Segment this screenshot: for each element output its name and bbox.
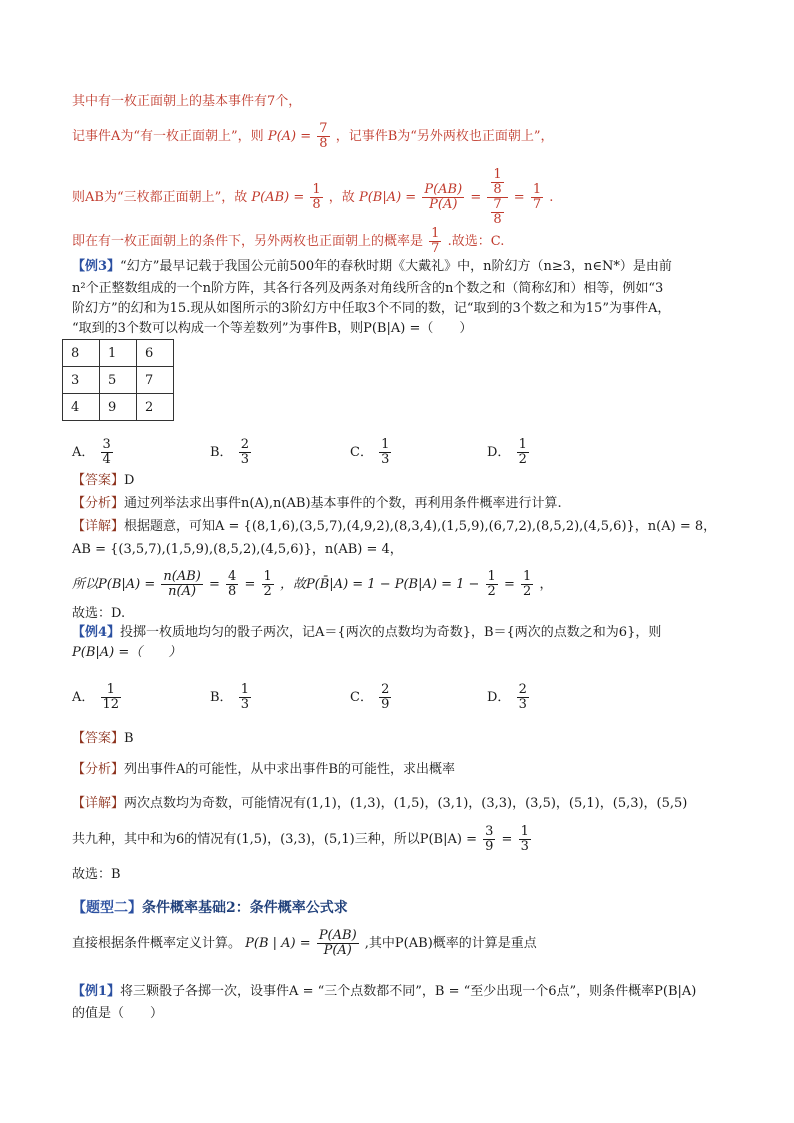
example-4-line-2: P(B|A) =（ ）: [72, 645, 182, 660]
fraction-1-7: [531, 183, 543, 212]
equals-sign: =: [244, 577, 256, 592]
fraction-nab-na: [161, 570, 202, 599]
numerator: 1: [493, 167, 502, 182]
option-c[interactable]: [350, 438, 393, 467]
numerator: 2: [518, 682, 527, 697]
grid-cell: 2: [137, 394, 174, 421]
numerator: 1: [518, 437, 527, 452]
answer-value: D: [124, 473, 135, 488]
numerator: 3: [102, 437, 111, 452]
option-label: A．: [72, 690, 95, 705]
section-2-heading: [72, 899, 348, 917]
denominator: 8: [312, 197, 321, 212]
text-segment: 共九种，其中和为6的情况有(1,5)，(3,3)，(5,1)三种，所以P(B|A) =: [72, 832, 477, 847]
option-label: C．: [350, 690, 373, 705]
numerator: 1: [240, 682, 249, 697]
numerator: 1: [532, 182, 542, 197]
numerator: 3: [485, 824, 494, 839]
numerator: 2: [240, 437, 249, 452]
grid-cell: 5: [100, 367, 137, 394]
denominator: n(A): [168, 584, 197, 599]
numerator: P(AB): [318, 928, 357, 943]
denominator: 3: [240, 697, 249, 712]
fraction-1-8-inner: [491, 168, 503, 197]
answer-4: [72, 730, 134, 748]
option-label: B．: [210, 690, 233, 705]
equals-sign: =: [470, 190, 482, 205]
formula-p-b-given-a: P(B|A) =: [358, 190, 417, 205]
numerator: n(AB): [163, 569, 201, 584]
denominator: 3: [381, 452, 390, 467]
fraction-pab-pa: [317, 929, 359, 958]
denominator: 3: [518, 697, 527, 712]
option-label: A．: [72, 445, 95, 460]
fraction-1-7: [429, 227, 441, 256]
grid-cell: 1: [100, 340, 137, 367]
text-segment: 记事件A为“有一枚正面朝上”，则: [72, 129, 264, 144]
text-segment: 投掷一枚质地均匀的骰子两次，记A＝{两次的点数均为奇数}，B＝{两次的点数之和为6}，则: [120, 625, 662, 640]
option-fraction: [239, 438, 251, 467]
detail-4-line-1: [72, 795, 687, 813]
option-fraction: [379, 438, 391, 467]
grid-cell: 3: [63, 367, 100, 394]
example-3-line-4: “取到的3个数可以构成一个等差数列”为事件B，则P(B|A) =（ ）: [72, 321, 473, 336]
analysis-3: [72, 495, 562, 513]
option-c[interactable]: [350, 683, 393, 712]
numerator: 7: [493, 197, 502, 212]
numerator: P(AB): [424, 182, 463, 197]
compound-fraction: [487, 168, 507, 227]
example-1-line-2: 的值是（ ）: [72, 1006, 164, 1021]
option-a[interactable]: [72, 438, 115, 467]
grid-cell: 8: [63, 340, 100, 367]
equals-sign: =: [209, 577, 220, 592]
fraction-7-8-inner: [491, 198, 503, 227]
text-segment: .故选：C.: [447, 234, 505, 249]
option-fraction: [517, 683, 529, 712]
numerator: 7: [319, 121, 328, 136]
denominator: 8: [319, 136, 328, 151]
denominator: 12: [102, 697, 120, 712]
text-segment: ，记事件B为“另外两枚也正面朝上”，: [335, 129, 554, 144]
answer-3: [72, 472, 134, 490]
text-segment: ，: [539, 577, 553, 592]
denominator: 2: [523, 584, 532, 599]
grid-cell: 9: [100, 394, 137, 421]
option-fraction: [239, 683, 251, 712]
text-line-event-a: [72, 122, 554, 151]
analysis-tag: 【分析】: [72, 496, 125, 511]
denominator: 8: [493, 212, 502, 227]
analysis-4: [72, 761, 455, 779]
formula-p-b-given-a: P(B | A) =: [245, 936, 311, 951]
choose-3: 故选：D.: [72, 606, 126, 621]
magic-square-grid: [62, 339, 174, 421]
fraction-3-9: [483, 825, 495, 854]
option-label: C．: [350, 445, 373, 460]
grid-cell: 6: [137, 340, 174, 367]
fraction-1-2: [521, 570, 533, 599]
option-a[interactable]: [72, 683, 123, 712]
example-tag: 【例3】: [72, 259, 121, 274]
detail-tag: 【详解】: [72, 796, 125, 811]
detail-3-line-3: [72, 570, 552, 599]
compound-numerator: [487, 168, 507, 198]
grid-row: [63, 394, 174, 421]
answer-value: B: [124, 731, 134, 746]
denominator: 8: [228, 584, 237, 599]
detail-text: 两次点数均为奇数，可能情况有(1,1)，(1,3)，(1,5)，(3,1)，(3,3)，(3,5)，(5,1)，(5,3)，(5,5): [124, 796, 688, 811]
analysis-text: 列出事件A的可能性，从中求出事件B的可能性，求出概率: [124, 762, 455, 777]
fraction-1-8: [310, 183, 322, 212]
fraction-1-3: [519, 825, 531, 854]
equals-sign: =: [501, 832, 513, 847]
detail-3-line-1: [72, 518, 716, 536]
denominator: 7: [532, 197, 542, 212]
example-1-line-1: [72, 983, 696, 1001]
option-d[interactable]: [487, 438, 531, 467]
denominator: 3: [240, 452, 249, 467]
option-b[interactable]: [210, 683, 253, 712]
numerator: 1: [101, 683, 122, 698]
text-segment: “幻方”最早记载于我国公元前500年的春秋时期《大戴礼》中，n阶幻方（n≥3，n∈N*）是由前: [120, 259, 672, 274]
fraction-pab-pa: [422, 183, 464, 212]
numerator: 1: [487, 569, 496, 584]
option-fraction: [517, 438, 529, 467]
option-fraction: [101, 438, 113, 467]
example-3-line-2: n²个正整数组成的一个n阶方阵，其各行各列及两条对角线所含的n个数之和（简称幻和）相等，例如“3: [72, 281, 664, 296]
grid-cell: 4: [63, 394, 100, 421]
denominator: 2: [263, 584, 272, 599]
denominator: 8: [493, 182, 502, 197]
numerator: 1: [520, 824, 529, 839]
option-d[interactable]: [487, 683, 531, 712]
detail-4-line-2: [72, 825, 533, 854]
example-4-line-1: [72, 624, 661, 642]
numerator: 4: [228, 569, 237, 584]
text-line-basic-events: 其中有一枚正面朝上的基本事件有7个，: [72, 94, 302, 109]
option-label: B．: [210, 445, 233, 460]
answer-tag: 【答案】: [72, 731, 125, 746]
fraction-4-8: [226, 570, 238, 599]
denominator: 7: [431, 241, 440, 256]
option-b[interactable]: [210, 438, 253, 467]
text-line-conclusion: [72, 227, 504, 256]
equals-sign: =: [513, 190, 525, 205]
equals-sign: =: [503, 577, 515, 592]
option-fraction: [379, 683, 391, 712]
detail-text: 根据题意，可知A = {(8,1,6),(3,5,7),(4,9,2),(8,3,4),(1,5,9),(6,7,2),(8,5,2),(4,5,6)}，n(A) = 8，: [124, 519, 717, 534]
choose-4: 故选：B: [72, 867, 121, 882]
text-segment: 将三颗骰子各掷一次，设事件A = “三个点数都不同”，B = “至少出现一个6点”，则条件概率P(B|A): [120, 984, 697, 999]
answer-tag: 【答案】: [72, 473, 125, 488]
denominator: P(A): [323, 943, 352, 958]
example-tag: 【例1】: [72, 984, 121, 999]
numerator: 1: [431, 226, 440, 241]
period: .: [549, 190, 554, 205]
text-segment: ，故P(B̄|A) = 1 − P(B|A) = 1 −: [279, 577, 480, 592]
denominator: 4: [102, 452, 111, 467]
text-segment: ,其中P(AB)概率的计算是重点: [364, 936, 537, 951]
detail-tag: 【详解】: [72, 519, 125, 534]
denominator: 2: [487, 584, 496, 599]
text-segment: 即在有一枚正面朝上的条件下，另外两枚也正面朝上的概率是: [72, 234, 424, 249]
option-label: D．: [487, 690, 511, 705]
section-title: 条件概率基础2：条件概率公式求: [142, 900, 348, 916]
denominator: 9: [485, 839, 494, 854]
grid-cell: 7: [137, 367, 174, 394]
denominator: 3: [520, 839, 529, 854]
fraction-1-2: [262, 570, 274, 599]
grid-row: [63, 340, 174, 367]
numerator: 2: [381, 682, 390, 697]
example-3-line-3: 阶幻方”的幻和为15.现从如图所示的3阶幻方中任取3个不同的数，记“取到的3个数之和为15”为事件A，: [72, 301, 671, 316]
numerator: 1: [381, 437, 390, 452]
numerator: 1: [312, 182, 321, 197]
option-fraction: [101, 683, 122, 712]
text-line-event-ab: [72, 168, 553, 227]
text-segment: 所以P(B|A) =: [72, 577, 156, 592]
example-3-line-1: [72, 258, 672, 276]
denominator: P(A): [429, 197, 458, 212]
denominator: 2: [518, 452, 527, 467]
grid-row: [63, 367, 174, 394]
fraction-1-2: [486, 570, 498, 599]
numerator: 1: [523, 569, 532, 584]
section-tag: 【题型二】: [72, 900, 142, 916]
option-label: D．: [487, 445, 511, 460]
denominator: 9: [381, 697, 390, 712]
detail-3-line-2: AB = {(3,5,7),(1,5,9),(8,5,2),(4,5,6)}，n(AB) = 4，: [72, 542, 403, 557]
formula-p-ab: P(AB) =: [251, 190, 305, 205]
compound-denominator: [487, 198, 507, 227]
fraction-7-8: [317, 122, 329, 151]
numerator: 1: [263, 569, 272, 584]
analysis-tag: 【分析】: [72, 762, 125, 777]
example-tag: 【例4】: [72, 625, 121, 640]
text-segment: ，故: [328, 190, 355, 205]
formula-p-a: P(A) =: [267, 129, 312, 144]
analysis-text: 通过列举法求出事件n(A),n(AB)基本事件的个数，再利用条件概率进行计算.: [124, 496, 562, 511]
section-2-intro: [72, 929, 537, 958]
text-segment: 则AB为“三枚都正面朝上”，故: [72, 190, 248, 205]
text-segment: 直接根据条件概率定义计算。: [72, 936, 242, 951]
